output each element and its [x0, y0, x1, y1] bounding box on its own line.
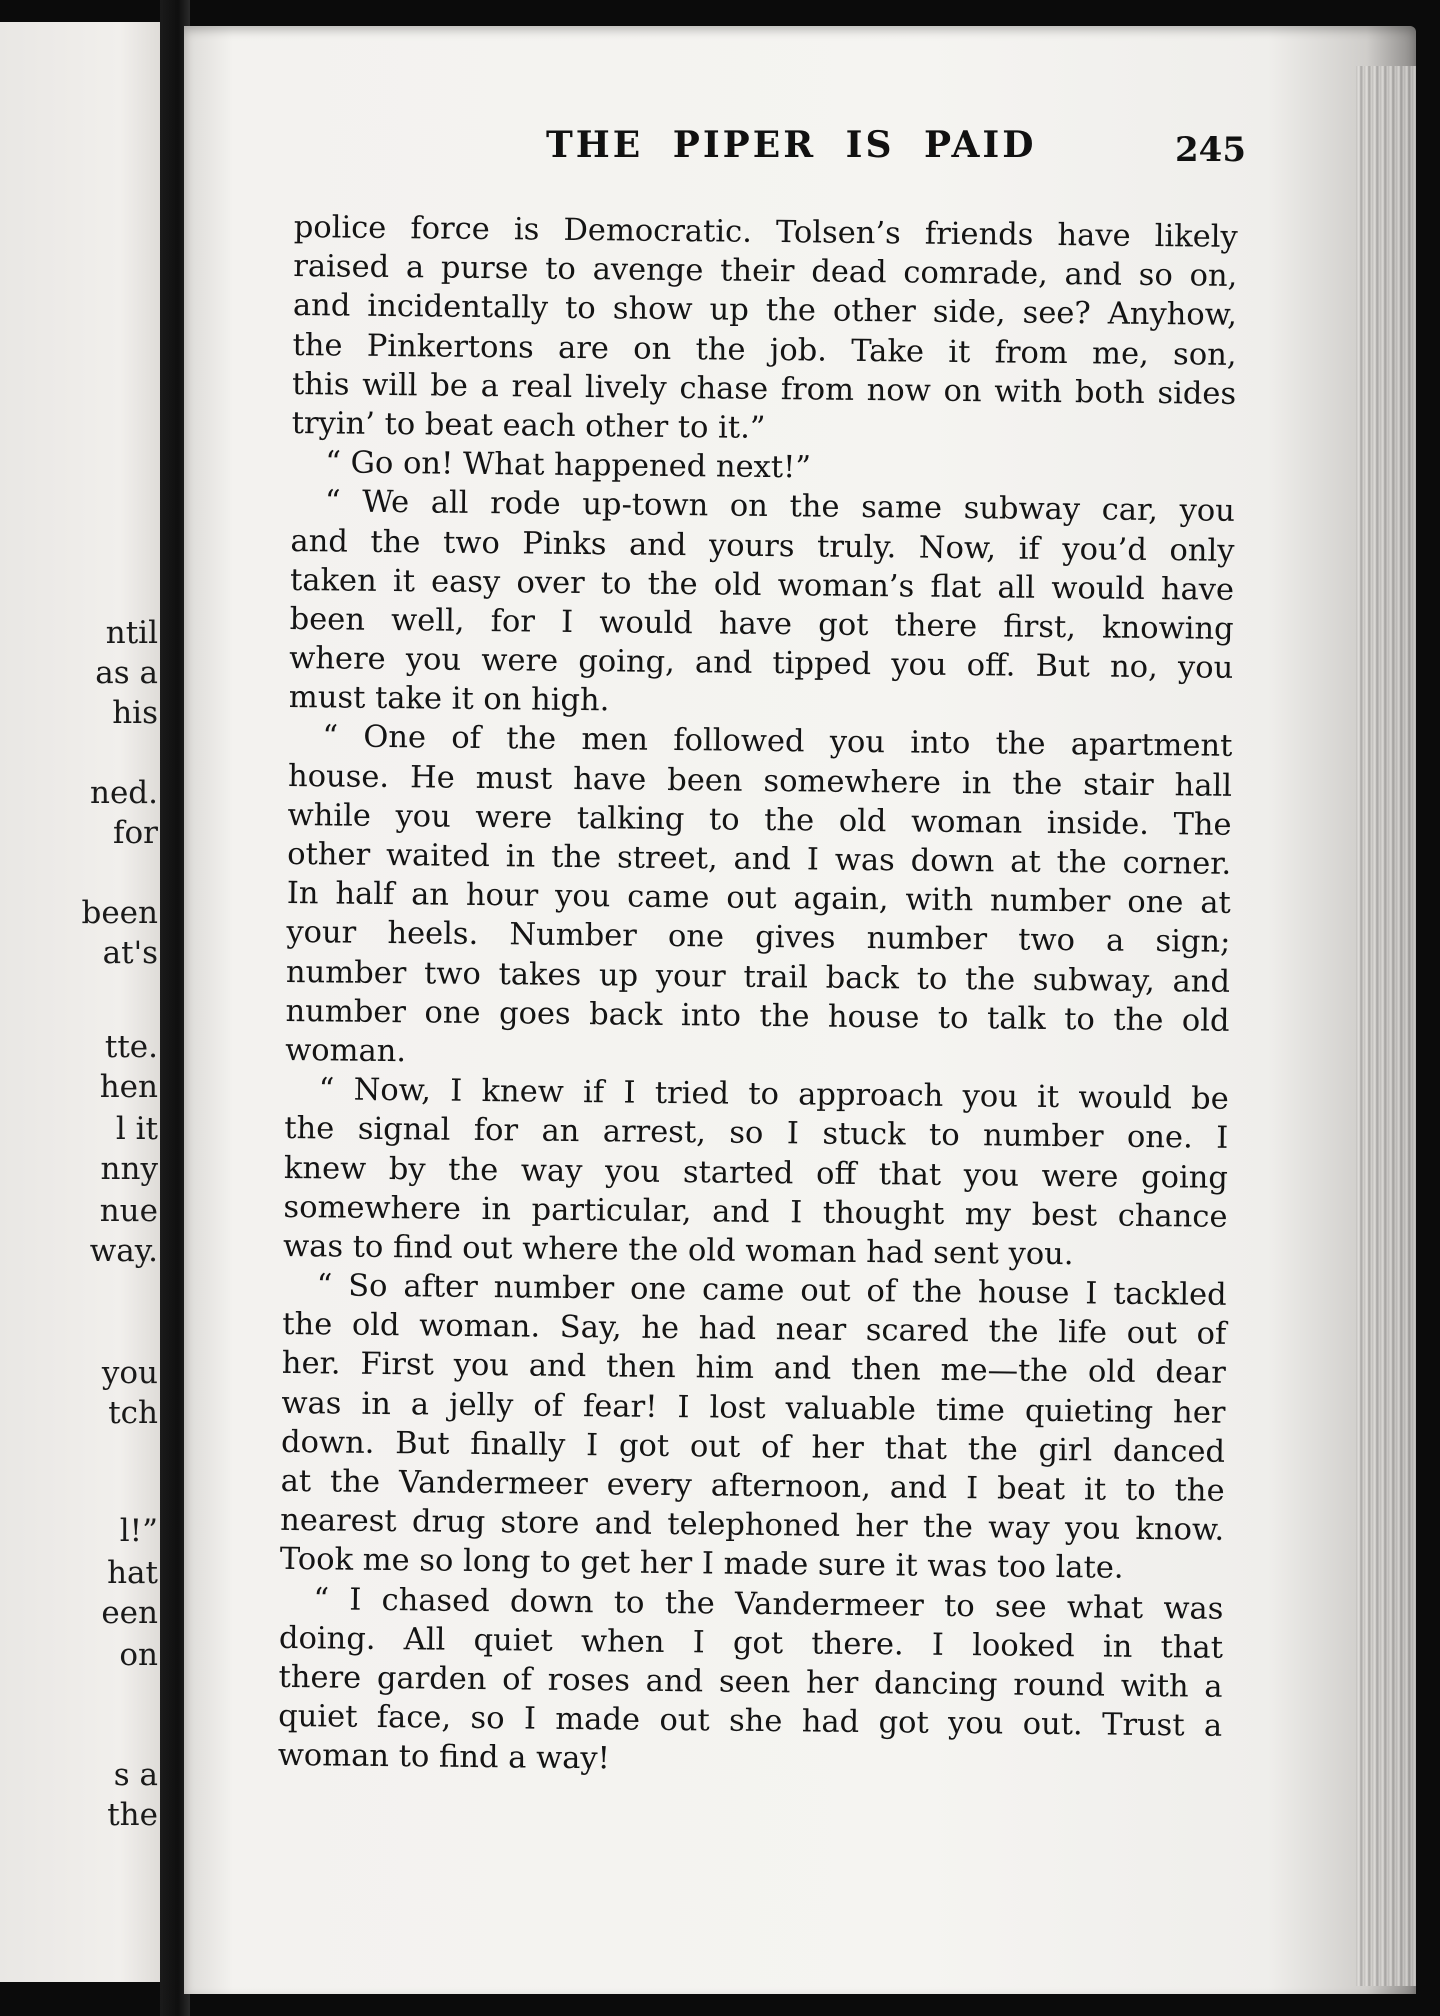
text-line: at the Vandermeer every afternoon, and I beat it to the: [280, 1463, 1225, 1509]
text-line: police force is Democratic. Tolsen’s friends have likely: [293, 209, 1238, 255]
text-line: other waited in the street, and I was down at the corner.: [287, 836, 1232, 882]
text-line: “ Go on! What happened next!”: [325, 445, 812, 486]
text-line: was in a jelly of fear! I lost valuable time quieting her: [281, 1385, 1226, 1431]
text-line: number one goes back into the house to talk to the old: [285, 993, 1230, 1039]
text-line: must take it on high.: [288, 680, 610, 719]
text-line: woman to find a way!: [277, 1738, 611, 1777]
left-page-fragment: tch: [108, 1395, 158, 1431]
previous-page-edge: [0, 22, 172, 1982]
text-line: somewhere in particular, and I thought my best chance: [283, 1189, 1228, 1235]
left-page-fragment: ntil: [105, 615, 158, 651]
left-page-fragment: been: [81, 895, 158, 931]
text-line: Took me so long to get her I made sure it was too late.: [279, 1542, 1124, 1587]
text-line: there garden of roses and seen her dancing round with a: [278, 1659, 1223, 1705]
left-page-fragment: hat: [107, 1555, 158, 1591]
left-page-fragment: at's: [102, 935, 158, 971]
left-page-fragment: tte.: [104, 1029, 158, 1065]
running-header: [356, 108, 1246, 168]
text-line: the old woman. Say, he had near scared the life out of: [282, 1307, 1227, 1353]
left-page-fragment: l!”: [119, 1513, 158, 1549]
text-line: “ So after number one came out of the house I tackled: [316, 1268, 1227, 1313]
text-line: woman.: [284, 1032, 407, 1070]
text-line: nearest drug store and telephoned her the way you know.: [280, 1503, 1225, 1548]
left-page-fragment: for: [113, 815, 158, 851]
left-page-fragment: as a: [95, 655, 158, 691]
running-title: THE PIPER IS PAID: [546, 124, 1037, 166]
text-line: your heels. Number one gives number two a sign;: [286, 915, 1231, 961]
text-line: was to find out where the old woman had sent you.: [282, 1228, 1074, 1273]
text-line: taken it easy over to the old woman’s flat all would have: [289, 562, 1235, 608]
left-page-fragment: his: [112, 695, 158, 731]
text-line: this will be a real lively chase from now on with both sides: [291, 366, 1237, 412]
left-page-fragment: way.: [89, 1233, 158, 1269]
body-text: [278, 208, 1238, 1785]
text-line: and incidentally to show up the other side, see? Anyhow,: [292, 288, 1238, 334]
text-line: number two takes up your trail back to the subway, and: [285, 954, 1231, 1000]
text-line: “ Now, I knew if I tried to approach you it would be: [318, 1072, 1229, 1117]
page-number: 245: [1175, 130, 1246, 170]
text-line: quiet face, so I made out she had got you out. Trust a: [278, 1699, 1223, 1744]
text-line: “ We all rode up-town on the same subway car, you: [324, 484, 1236, 530]
text-line: doing. All quiet when I got there. I looked in that: [278, 1620, 1224, 1666]
text-line: knew by the way you started off that you were going: [283, 1150, 1229, 1196]
text-line: “ One of the men followed you into the apartment: [322, 719, 1233, 765]
left-page-fragment: ned.: [89, 775, 158, 811]
text-line: tryin’ to beat each other to it.”: [291, 405, 766, 446]
left-page-fragment: on: [119, 1637, 158, 1673]
left-page-fragment: nue: [99, 1193, 158, 1229]
text-line: where you were going, and tipped you off. But no, you: [289, 641, 1234, 686]
text-line: “ I chased down to the Vandermeer to see what was: [313, 1581, 1224, 1627]
left-page-fragment: nny: [100, 1151, 158, 1187]
text-line: her. First you and then him and then me—the old dear: [281, 1346, 1227, 1392]
page-edge-texture: [1356, 66, 1416, 1986]
left-page-fragment: een: [101, 1595, 158, 1631]
text-line: and the two Pinks and yours truly. Now, if you’d only: [290, 523, 1235, 569]
text-line: down. But finally I got out of her that the girl danced: [280, 1424, 1226, 1470]
text-line: been well, for I would have got there first, knowing: [289, 601, 1234, 647]
text-line: while you were talking to the old woman inside. The: [287, 797, 1232, 843]
left-page-fragment: hen: [99, 1069, 158, 1105]
text-line: raised a purse to avenge their dead comrade, and so on,: [293, 249, 1238, 295]
text-line: the Pinkertons are on the job. Take it from me, son,: [292, 327, 1237, 373]
text-line: the signal for an arrest, so I stuck to number one. I: [284, 1111, 1229, 1157]
left-page-fragment: s a: [113, 1757, 158, 1793]
left-page-fragment: you: [101, 1355, 158, 1391]
left-page-fragment: l it: [115, 1111, 158, 1147]
left-page-fragment: the: [107, 1797, 158, 1833]
text-line: In half an hour you came out again, with number one at: [286, 876, 1231, 922]
text-line: house. He must have been somewhere in the stair hall: [287, 758, 1233, 804]
